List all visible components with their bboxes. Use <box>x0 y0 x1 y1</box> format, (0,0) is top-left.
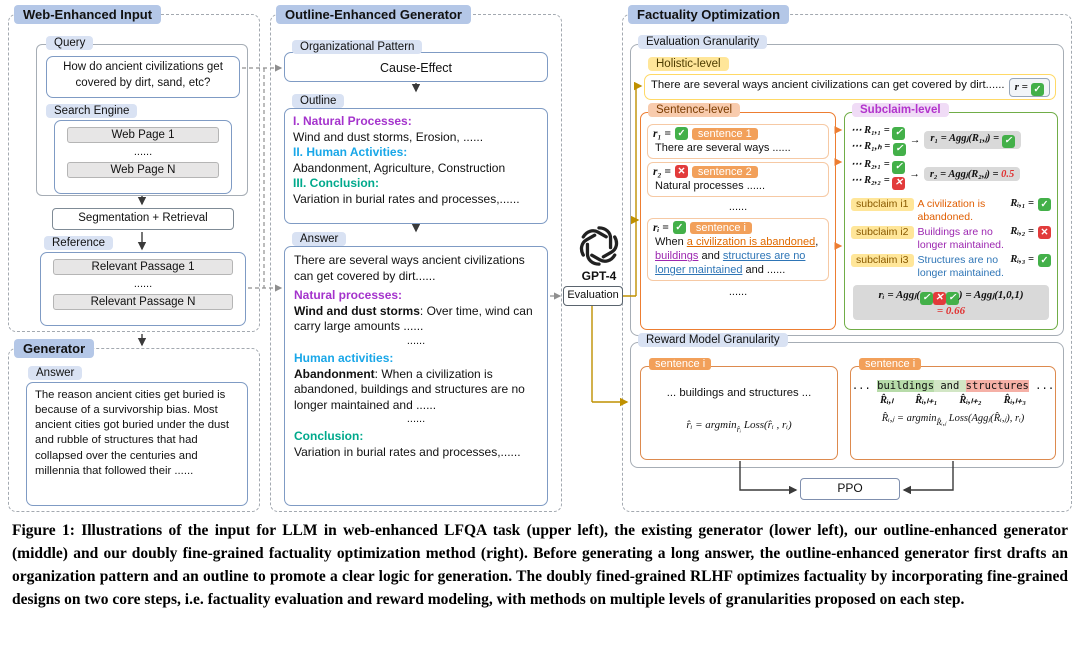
answer-body <box>294 367 538 414</box>
sequence-level-box <box>640 358 838 460</box>
sentence-level-label: Sentence-level <box>648 103 740 117</box>
holistic-score-chip <box>1009 78 1050 97</box>
subclaim-text: Buildings are no longer maintained. <box>917 226 1004 251</box>
answer-term: Abandonment <box>294 366 375 381</box>
pattern-box <box>284 52 548 82</box>
passage-item: Relevant Passage N <box>53 294 233 310</box>
sentence-group <box>647 124 829 159</box>
reference-box <box>40 252 246 326</box>
token-reward: R̂ᵢ,ₗ <box>879 395 894 406</box>
r1h-label: ⋯ R₁,ₕ = <box>851 141 891 152</box>
text-part: and ...... <box>742 264 786 277</box>
text-part: and <box>698 250 723 263</box>
openai-logo-icon <box>577 224 621 268</box>
subclaim-r-label: Rᵢ,₁ = <box>1010 198 1034 209</box>
token-level-box <box>850 358 1056 460</box>
factuality-title: Factuality Optimization <box>628 5 789 24</box>
subclaim-level-label: Subclaim-level <box>852 103 949 117</box>
generator-answer-box: The reason ancient cities get buried is because of a survivorship bias. Most ancient cities got buried under the dust and rubble of structures that had collapsed over the centuries and millennia that followed their ...... <box>26 382 248 506</box>
reference-label: Reference <box>44 236 113 250</box>
web-page-item: Web Page N <box>67 162 219 178</box>
arrow-right-icon: → <box>909 134 921 146</box>
ellipsis-text: ...... <box>133 146 153 158</box>
r-value-stack <box>851 124 906 156</box>
reward-granularity-label: Reward Model Granularity <box>638 333 788 347</box>
search-engine-box <box>54 120 232 194</box>
query-label: Query <box>46 36 93 50</box>
gpt4-label: GPT-4 <box>581 269 617 283</box>
outline-heading: II. Human Activities: <box>293 145 408 160</box>
agg-formula-pre: rᵢ = Aggⱼ( <box>878 288 920 301</box>
outline-body: Abandonment, Agriculture, Construction <box>293 160 506 175</box>
pattern-value: Cause-Effect <box>379 61 453 75</box>
outline-label: Outline <box>292 94 344 108</box>
answer-body: Variation in burial rates and processes,...... <box>294 444 521 459</box>
answer-body-text: : When a civilization is abandoned, buildings and structures are no longer maintained and ...... <box>294 366 525 412</box>
sequence-formula <box>641 419 837 434</box>
token-structures: structures <box>965 380 1029 392</box>
token-sentence-badge: sentence i <box>859 358 921 370</box>
cross-icon: ✕ <box>933 292 946 305</box>
text-part: ... <box>851 380 878 392</box>
passage-item: Relevant Passage 1 <box>53 259 233 275</box>
r-value-stack <box>851 158 905 190</box>
sentence-badge: sentence 1 <box>692 128 758 140</box>
token-text <box>851 380 1055 392</box>
subclaim-cluster-1 <box>851 124 1051 156</box>
outline-heading: I. Natural Processes: <box>293 114 412 128</box>
agg-chip-2 <box>924 167 1020 181</box>
agg-chip-1 <box>924 131 1020 149</box>
check-icon: ✓ <box>673 221 686 234</box>
sequence-text: ... buildings and structures ... <box>666 387 812 399</box>
answer-heading: Conclusion: <box>294 429 364 444</box>
generator-answer-label: Answer <box>28 366 82 380</box>
formula-pre: R̂ᵢ,ⱼ = argmin <box>881 413 937 424</box>
underlined-claim-1: a civilization is abandoned <box>686 236 816 249</box>
check-icon: ✓ <box>1002 135 1015 148</box>
check-icon: ✓ <box>946 292 959 305</box>
sentence-i-text <box>655 235 823 277</box>
subclaim-badge: subclaim i1 <box>851 198 914 211</box>
outline-body: Wind and dust storms, Erosion, ...... <box>293 129 484 144</box>
check-icon: ✓ <box>920 292 933 305</box>
underlined-claim-3: structures are no longer maintained <box>655 250 806 277</box>
ellipsis-text: ...... <box>406 334 426 347</box>
r11-label: ⋯ R₁,₁ = <box>851 125 890 136</box>
outline-heading: III. Conclusion: <box>293 176 379 191</box>
segmentation-retrieval-box: Segmentation + Retrieval <box>52 208 234 230</box>
formula-post: Loss(Aggⱼ(R̂ᵢ,ⱼ), rᵢ) <box>946 413 1025 424</box>
check-icon: ✓ <box>1031 83 1044 96</box>
generator-title: Generator <box>14 339 94 358</box>
formula-pre: r̂ᵢ = argmin <box>686 419 737 431</box>
organizational-pattern-label: Organizational Pattern <box>292 40 422 54</box>
search-engine-label: Search Engine <box>46 104 137 118</box>
ellipsis-text: ...... <box>728 201 748 214</box>
agg-formula: r₂ = Aggⱼ(R₂,ⱼ) = <box>929 169 999 180</box>
agg-result: = 0.66 <box>936 304 966 317</box>
outline-body: Variation in burial rates and processes,...... <box>293 191 520 206</box>
evaluation-box: Evaluation <box>563 286 623 306</box>
sentence-badge: sentence i <box>690 222 752 234</box>
arrow-right-icon: → <box>909 168 920 180</box>
answer-heading: Natural processes: <box>294 288 403 303</box>
text-part: When <box>655 236 687 249</box>
check-icon: ✓ <box>892 127 905 140</box>
answer-body-text: : Over time, wind can carry large amounts ...... <box>294 303 533 334</box>
subclaim-cluster-2 <box>851 158 1051 190</box>
answer-term: Wind and dust storms <box>294 303 420 318</box>
subclaim-badge: subclaim i2 <box>851 226 914 239</box>
formula-sub: R̂ᵢ,ⱼ <box>936 418 947 427</box>
text-part: ... <box>1028 380 1055 392</box>
ellipsis-text: ...... <box>133 278 153 290</box>
r1-label: r₁ = <box>653 127 671 140</box>
ellipsis-text: ...... <box>406 413 426 426</box>
token-rewards-row <box>851 394 1055 406</box>
holistic-box <box>644 74 1056 100</box>
web-input-title: Web-Enhanced Input <box>14 5 161 24</box>
cross-icon: ✕ <box>1038 226 1051 239</box>
agg-formula: r₁ = Aggⱼ(R₁,ⱼ) = <box>930 133 1000 144</box>
sentence-text: There are several ways ...... <box>655 142 791 154</box>
outline-answer-label: Answer <box>292 232 346 246</box>
holistic-text: There are several ways ancient civilizations can get covered by dirt...... <box>651 79 1005 91</box>
agg-formula-post: ) = Aggⱼ(1,0,1) <box>958 288 1024 301</box>
agg-value: 0.5 <box>1001 169 1015 180</box>
token-reward: R̂ᵢ,ₗ₊₁ <box>915 395 938 406</box>
check-icon: ✓ <box>1038 198 1051 211</box>
text-part: , <box>815 236 819 249</box>
web-page-item: Web Page 1 <box>67 127 219 143</box>
token-formula <box>851 412 1055 427</box>
token-buildings: buildings <box>877 380 935 392</box>
check-icon: ✓ <box>1038 254 1051 267</box>
subclaim-badge: subclaim i3 <box>851 254 914 267</box>
sentence-group <box>647 218 829 281</box>
subclaim-row <box>851 198 1051 223</box>
r2-label: r₂ = <box>653 165 671 178</box>
outline-answer-box <box>284 246 548 506</box>
subclaim-row <box>851 254 1051 279</box>
sequence-sentence-badge: sentence i <box>649 358 711 370</box>
formula-post: Loss(r̂ᵢ , rᵢ) <box>741 419 792 431</box>
evaluation-granularity-label: Evaluation Granularity <box>638 35 767 49</box>
outline-box <box>284 108 548 224</box>
ri-label: rᵢ = <box>653 221 669 234</box>
check-icon: ✓ <box>675 127 688 140</box>
cross-icon: ✕ <box>675 165 688 178</box>
holistic-level-label: Holistic-level <box>648 57 729 71</box>
cross-icon: ✕ <box>892 177 905 190</box>
subclaim-row <box>851 226 1051 251</box>
subclaim-r-label: Rᵢ,₂ = <box>1010 226 1034 238</box>
subclaim-level-box <box>844 112 1058 330</box>
figure-caption: Figure 1: Illustrations of the input for LLM in web-enhanced LFQA task (upper left), the existing generator (lower left), our outline-enhanced generator (middle) and our doubly fine-grained factuality optimization method (right). Before generating a long answer, the outline-enhanced generator first drafts an organization pattern and an outline to promote a clear logic for generation. The doubly fined-grained RLHF optimizes factuality by incorporating fine-grained designs on two core steps, i.e. factuality evaluation and reward modeling, with methods on multiple levels of granularities proposed on each step. <box>12 522 1068 608</box>
sentence-group <box>647 162 829 197</box>
answer-intro: There are several ways ancient civilizations can get covered by dirt...... <box>294 253 525 283</box>
ellipsis-text: ...... <box>728 286 748 299</box>
formula-sub: r̂ᵢ <box>736 425 742 434</box>
check-icon: ✓ <box>892 161 905 174</box>
sentence-text: Natural processes ...... <box>655 180 766 193</box>
answer-heading: Human activities: <box>294 350 394 365</box>
check-icon: ✓ <box>893 143 906 156</box>
token-and: and <box>934 380 966 392</box>
r22-label: ⋯ R₂,₂ = <box>851 175 890 186</box>
subclaim-text: A civilization is abandoned. <box>917 198 986 223</box>
ppo-box: PPO <box>800 478 900 500</box>
sentence-level-box <box>640 112 836 330</box>
answer-body <box>294 304 538 335</box>
subclaim-text: Structures are no longer maintained. <box>917 254 1004 279</box>
subclaim-agg-box <box>853 285 1049 320</box>
subclaim-r-label: Rᵢ,₃ = <box>1010 254 1034 266</box>
underlined-claim-2: buildings <box>655 250 699 263</box>
holistic-r-label: r = <box>1014 81 1028 93</box>
outline-generator-title: Outline-Enhanced Generator <box>276 5 471 24</box>
query-text-box: How do ancient civilizations get covered by dirt, sand, etc? <box>46 56 240 98</box>
r21-label: ⋯ R₂,₁ = <box>851 159 890 170</box>
token-reward: R̂ᵢ,ₗ₊₃ <box>1003 395 1027 406</box>
token-reward: R̂ᵢ,ₗ₊₂ <box>959 395 982 406</box>
sentence-badge: sentence 2 <box>692 166 758 178</box>
